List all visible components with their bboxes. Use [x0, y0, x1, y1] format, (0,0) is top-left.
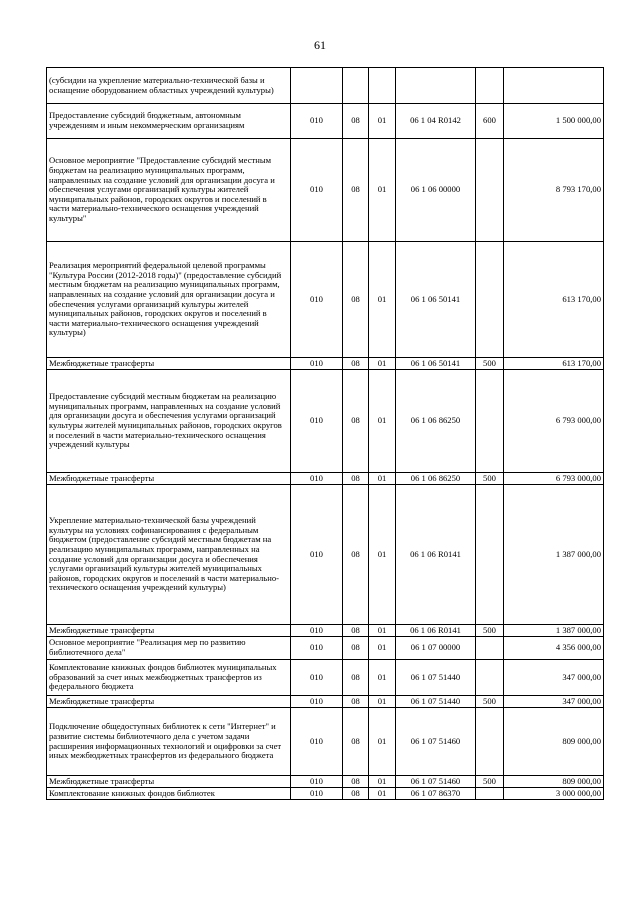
target-article-cell: 06 1 07 86370 [396, 788, 476, 800]
ministry-code-cell: 010 [291, 660, 343, 696]
subsection-code-cell: 01 [369, 660, 396, 696]
description-cell: Межбюджетные трансферты [47, 696, 291, 708]
description-cell: Межбюджетные трансферты [47, 776, 291, 788]
table-row [47, 473, 604, 485]
table-row [47, 242, 604, 358]
table-row [47, 696, 604, 708]
ministry-code-cell: 010 [291, 104, 343, 139]
subsection-code-cell: 01 [369, 358, 396, 370]
subsection-code-cell: 01 [369, 370, 396, 473]
section-code-cell: 08 [343, 104, 369, 139]
amount-cell: 1 387 000,00 [504, 625, 604, 637]
subsection-code-cell: 01 [369, 485, 396, 625]
ministry-code-cell: 010 [291, 625, 343, 637]
amount-cell: 6 793 000,00 [504, 473, 604, 485]
expense-type-cell [476, 637, 504, 660]
target-article-cell: 06 1 07 51460 [396, 708, 476, 776]
table-row [47, 788, 604, 800]
table-row [47, 776, 604, 788]
target-article-cell: 06 1 06 R0141 [396, 625, 476, 637]
table-row [47, 485, 604, 625]
ministry-code-cell: 010 [291, 788, 343, 800]
ministry-code-cell: 010 [291, 637, 343, 660]
ministry-code-cell: 010 [291, 776, 343, 788]
description-cell: Комплектование книжных фондов библиотек [47, 788, 291, 800]
target-article-cell: 06 1 06 86250 [396, 473, 476, 485]
table-row [47, 660, 604, 696]
section-code-cell: 08 [343, 776, 369, 788]
section-code-cell: 08 [343, 788, 369, 800]
expense-type-cell [476, 708, 504, 776]
target-article-cell: 06 1 06 50141 [396, 242, 476, 358]
amount-cell [504, 68, 604, 104]
expense-type-cell: 500 [476, 625, 504, 637]
ministry-code-cell: 010 [291, 242, 343, 358]
expense-type-cell [476, 139, 504, 242]
ministry-code-cell [291, 68, 343, 104]
section-code-cell: 08 [343, 485, 369, 625]
amount-cell: 8 793 170,00 [504, 139, 604, 242]
amount-cell: 809 000,00 [504, 776, 604, 788]
amount-cell: 1 387 000,00 [504, 485, 604, 625]
table-row [47, 637, 604, 660]
amount-cell: 4 356 000,00 [504, 637, 604, 660]
section-code-cell: 08 [343, 473, 369, 485]
section-code-cell: 08 [343, 708, 369, 776]
ministry-code-cell: 010 [291, 485, 343, 625]
expense-type-cell: 600 [476, 104, 504, 139]
table-row [47, 104, 604, 139]
description-cell: Межбюджетные трансферты [47, 358, 291, 370]
expense-type-cell [476, 660, 504, 696]
target-article-cell: 06 1 07 51440 [396, 660, 476, 696]
description-cell: Предоставление субсидий местным бюджетам на реализацию муниципальных программ, направленных на создание условий для организации досуга и обеспечения услугами организаций культуры жителей муниципальных районов, городских округов и поселений в части материально-технического оснащения учреждений культуры [47, 370, 291, 473]
ministry-code-cell: 010 [291, 139, 343, 242]
section-code-cell: 08 [343, 242, 369, 358]
expense-type-cell: 500 [476, 358, 504, 370]
subsection-code-cell: 01 [369, 139, 396, 242]
description-cell: Предоставление субсидий бюджетным, автономным учреждениям и иным некоммерческим организациям [47, 104, 291, 139]
description-cell: Межбюджетные трансферты [47, 473, 291, 485]
target-article-cell: 06 1 04 R0142 [396, 104, 476, 139]
subsection-code-cell: 01 [369, 696, 396, 708]
subsection-code-cell: 01 [369, 242, 396, 358]
subsection-code-cell: 01 [369, 788, 396, 800]
expense-type-cell [476, 788, 504, 800]
subsection-code-cell: 01 [369, 708, 396, 776]
table-row [47, 370, 604, 473]
description-cell: Межбюджетные трансферты [47, 625, 291, 637]
expense-type-cell [476, 485, 504, 625]
target-article-cell: 06 1 06 00000 [396, 139, 476, 242]
amount-cell: 3 000 000,00 [504, 788, 604, 800]
ministry-code-cell: 010 [291, 696, 343, 708]
target-article-cell: 06 1 07 51440 [396, 696, 476, 708]
subsection-code-cell: 01 [369, 104, 396, 139]
subsection-code-cell: 01 [369, 473, 396, 485]
expense-type-cell: 500 [476, 776, 504, 788]
section-code-cell: 08 [343, 660, 369, 696]
expense-type-cell [476, 242, 504, 358]
subsection-code-cell: 01 [369, 625, 396, 637]
amount-cell: 6 793 000,00 [504, 370, 604, 473]
description-cell: Основное мероприятие "Реализация мер по развитию библиотечного дела" [47, 637, 291, 660]
section-code-cell: 08 [343, 696, 369, 708]
target-article-cell [396, 68, 476, 104]
subsection-code-cell: 01 [369, 776, 396, 788]
target-article-cell: 06 1 06 50141 [396, 358, 476, 370]
description-cell: Основное мероприятие "Предоставление субсидий местным бюджетам на реализацию муниципальных программ, направленных на создание условий для организации досуга и обеспечения услугами организаций культуры жителей муниципальных районов, городских округов и поселений в части материально-технического оснащения учреждений культуры" [47, 139, 291, 242]
section-code-cell [343, 68, 369, 104]
description-cell: (субсидии на укрепление материально-технической базы и оснащение оборудованием областных учреждений культуры) [47, 68, 291, 104]
target-article-cell: 06 1 06 86250 [396, 370, 476, 473]
ministry-code-cell: 010 [291, 708, 343, 776]
expense-type-cell [476, 370, 504, 473]
section-code-cell: 08 [343, 370, 369, 473]
amount-cell: 347 000,00 [504, 696, 604, 708]
description-cell: Реализация мероприятий федеральной целевой программы "Культура России (2012-2018 годы)" (предоставление субсидий местным бюджетам на реализацию муниципальных программ, направленных на создание условий для организации досуга и обеспечения услугами организаций культуры жителей муниципальных районов, городских округов и поселений в части материально-технического оснащения учреждений культуры) [47, 242, 291, 358]
subsection-code-cell: 01 [369, 637, 396, 660]
expense-type-cell: 500 [476, 473, 504, 485]
amount-cell: 613 170,00 [504, 358, 604, 370]
budget-table [46, 67, 604, 800]
target-article-cell: 06 1 06 R0141 [396, 485, 476, 625]
target-article-cell: 06 1 07 51460 [396, 776, 476, 788]
section-code-cell: 08 [343, 358, 369, 370]
table-row [47, 625, 604, 637]
section-code-cell: 08 [343, 139, 369, 242]
ministry-code-cell: 010 [291, 370, 343, 473]
amount-cell: 347 000,00 [504, 660, 604, 696]
section-code-cell: 08 [343, 637, 369, 660]
table-row [47, 68, 604, 104]
expense-type-cell: 500 [476, 696, 504, 708]
expense-type-cell [476, 68, 504, 104]
table-row [47, 358, 604, 370]
table-row [47, 139, 604, 242]
ministry-code-cell: 010 [291, 473, 343, 485]
description-cell: Подключение общедоступных библиотек к сети "Интернет" и развитие системы библиотечного дела с учетом задачи расширения информационных технологий и оцифровки за счет иных межбюджетных трансфертов из федерального бюджета [47, 708, 291, 776]
subsection-code-cell [369, 68, 396, 104]
section-code-cell: 08 [343, 625, 369, 637]
description-cell: Укрепление материально-технической базы учреждений культуры на условиях софинансирования с федеральным бюджетом (предоставление субсидий местным бюджетам на реализацию муниципальных программ, направленных на создание условий для организации досуга и обеспечения услугами организаций культуры жителей муниципальных районов, городских округов и поселений в части материально-технического оснащения учреждений культуры) [47, 485, 291, 625]
amount-cell: 809 000,00 [504, 708, 604, 776]
ministry-code-cell: 010 [291, 358, 343, 370]
amount-cell: 1 500 000,00 [504, 104, 604, 139]
target-article-cell: 06 1 07 00000 [396, 637, 476, 660]
amount-cell: 613 170,00 [504, 242, 604, 358]
page-number: 61 [314, 38, 326, 52]
description-cell: Комплектование книжных фондов библиотек муниципальных образований за счет иных межбюджетных трансфертов из федерального бюджета [47, 660, 291, 696]
table-row [47, 708, 604, 776]
